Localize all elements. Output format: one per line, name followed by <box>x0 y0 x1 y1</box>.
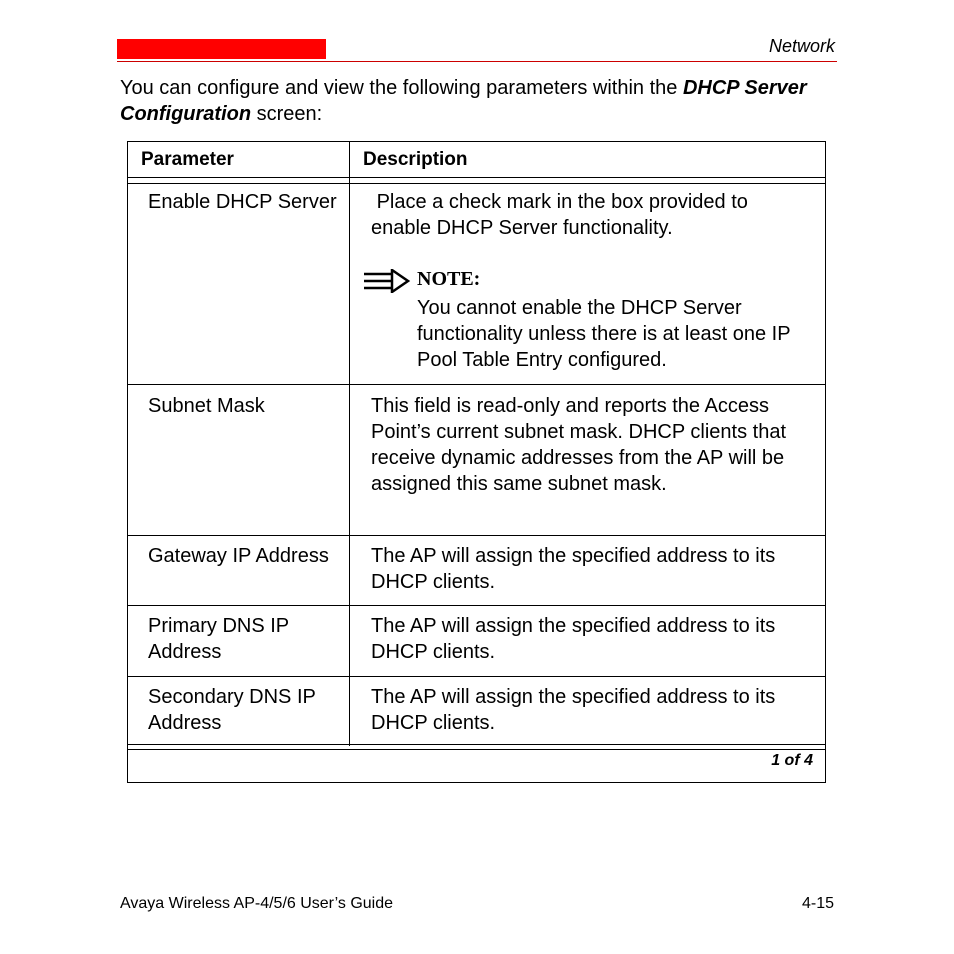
header-parameter: Parameter <box>141 149 234 170</box>
intro-text-after: screen: <box>251 103 323 125</box>
parameter-table <box>127 141 826 783</box>
table-end-rule-2 <box>128 749 825 750</box>
row-parameter: Secondary DNS IP Address <box>148 686 316 734</box>
header-rule <box>117 61 837 62</box>
table-pager: 1 of 4 <box>771 752 813 769</box>
footer-guide-title: Avaya Wireless AP-4/5/6 User’s Guide <box>120 895 394 912</box>
intro-paragraph <box>120 75 820 127</box>
row-divider <box>128 384 825 385</box>
footer-page-number: 4-15 <box>801 895 834 912</box>
column-divider <box>349 142 350 746</box>
note-label: NOTE: <box>417 268 481 290</box>
row-description: The AP will assign the specified address to its DHCP clients. <box>371 615 776 663</box>
table-end-rule-1 <box>128 744 825 745</box>
intro-bold-term: DHCP Server Configuration <box>120 77 807 125</box>
row-description: The AP will assign the specified address to its DHCP clients. <box>371 545 776 593</box>
row-description: This field is read-only and reports the Access Point’s current subnet mask. DHCP clients that receive dynamic addresses from the AP will be assigned this same subnet mask. <box>371 395 786 495</box>
intro-text-before: You can configure and view the following parameters within the <box>120 77 683 99</box>
row-parameter: Primary DNS IP Address <box>148 615 289 663</box>
header-rule-2 <box>128 183 825 184</box>
row-parameter: Subnet Mask <box>148 395 265 417</box>
note-text: You cannot enable the DHCP Server functionality unless there is at least one IP Pool Table Entry configured. <box>417 297 791 371</box>
row-divider <box>128 535 825 536</box>
note-pointer-icon <box>362 269 412 293</box>
row-divider <box>128 605 825 606</box>
row-description: The AP will assign the specified address to its DHCP clients. <box>371 686 776 734</box>
row-parameter: Enable DHCP Server <box>148 191 337 213</box>
header-description: Description <box>363 149 468 170</box>
row-divider <box>128 676 825 677</box>
row-description: Place a check mark in the box provided to enable DHCP Server functionality. <box>371 191 754 239</box>
section-title: Network <box>768 36 835 56</box>
header-rule-1 <box>128 177 825 178</box>
header-red-bar <box>117 39 326 59</box>
row-parameter: Gateway IP Address <box>148 545 329 567</box>
